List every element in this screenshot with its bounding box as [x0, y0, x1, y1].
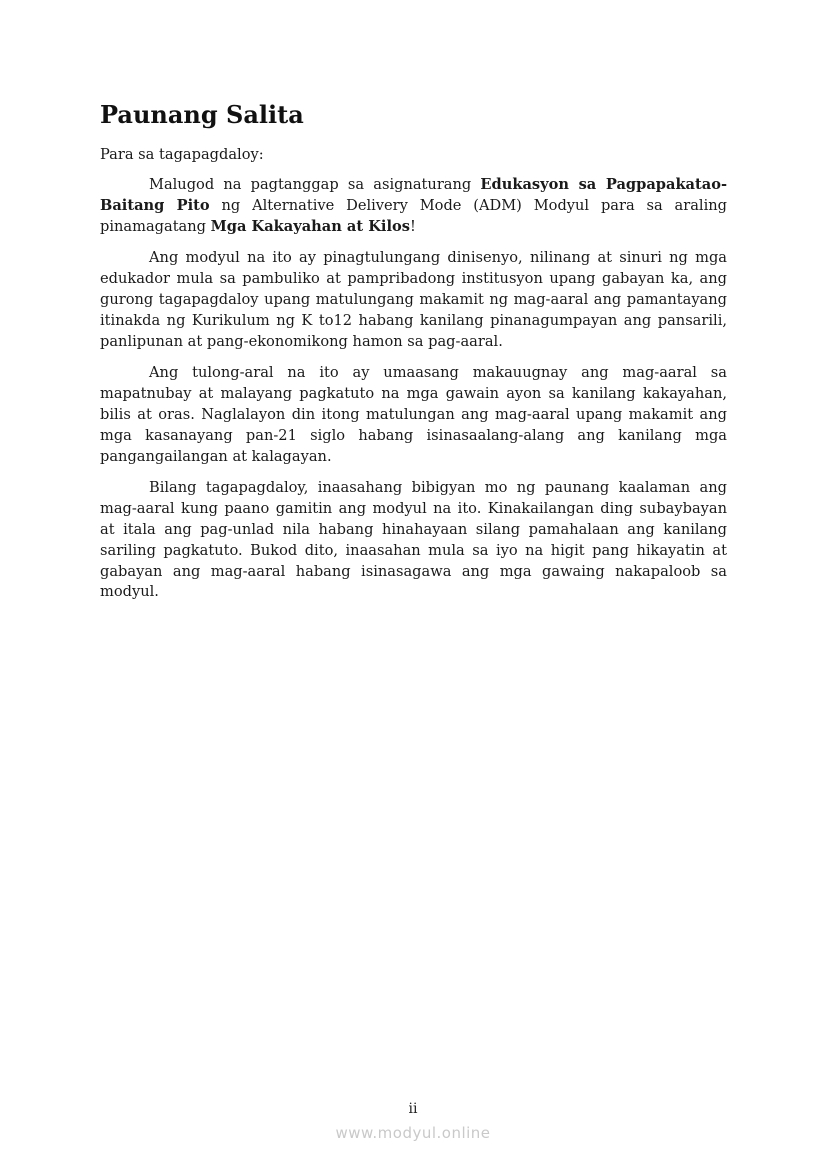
paragraph-facilitator-role: Bilang tagapagdaloy, inaasahang bibigyan mo ng paunang kaalaman ang mag-aaral kung paano gamitin ang modyul na ito. Kinakailangan ding subaybayan at itala ang pag-unlad nila habang hinahayaan silang pamahalaan ang kanilang sariling pagkatuto. Bukod dito, inaasahan mula sa iyo na higit pang hikayatin at gabayan ang mag-aaral habang isinasagawa ang mga gawaing nakapaloob sa modyul.: [100, 479, 727, 601]
paragraph-welcome-text-1: Malugod na pagtanggap sa asignaturang: [149, 176, 481, 193]
page-title: Paunang Salita: [100, 100, 304, 129]
paragraph-welcome-text-2: ng Alternative Delivery Mode (ADM) Modyul para sa araling pinamagatang: [100, 196, 727, 235]
paragraph-welcome: [100, 175, 727, 237]
watermark: www.modyul.online: [335, 1124, 491, 1142]
paragraph-module-design: Ang modyul na ito ay pinagtulungang dinisenyo, nilinang at sinuri ng mga edukador mula sa pambuliko at pampribadong institusyon upang gabayan ka, ang gurong tagapagdaloy upang matulungang makamit ng mag-aaral ang pamantayang itinakda ng Kurikulum ng K to12 habang kanilang pinanagumpayan ang pansarili, panlipunan at pang-ekonomikong hamon sa pag-aaral.: [100, 249, 727, 350]
paragraph-welcome-text-3: !: [409, 217, 416, 235]
greeting-text: Para sa tagapagdaloy:: [100, 146, 264, 163]
paragraph-learning-aid: Ang tulong-aral na ito ay umaasang makauugnay ang mag-aaral sa mapatnubay at malayang pagkatuto na mga gawain ayon sa kanilang kakayahan, bilis at oras. Naglalayon din itong matulungan ang mag-aaral upang makamit ang mga kasanayang pan-21 siglo habang isinasaalang-alang ang kanilang mga pangangailangan at kalagayan.: [100, 364, 727, 465]
document-page: [100, 98, 727, 614]
subject-name: Edukasyon sa Pagpapakatao- Baitang Pito: [100, 176, 727, 214]
lesson-title: Mga Kakayahan at Kilos: [210, 217, 410, 235]
page-number: ii: [408, 1101, 418, 1117]
